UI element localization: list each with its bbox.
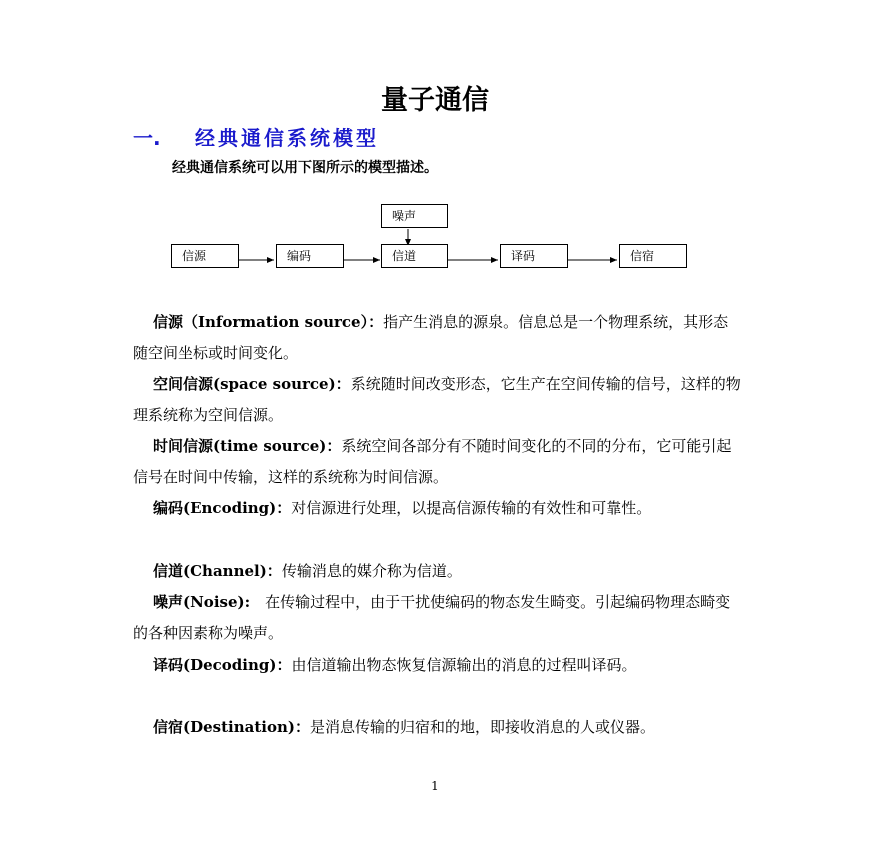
definition-term: 时间信源(time source)： bbox=[153, 437, 342, 455]
definition-text: 在传输过程中，由于干扰使编码的物态发生畸变。引起编码物理态畸变的各种因素称为噪声。 bbox=[133, 593, 731, 642]
diagram-node-destination: 信宿 bbox=[619, 244, 687, 268]
diagram-node-channel: 信道 bbox=[381, 244, 448, 268]
definition-text: 是消息传输的归宿和的地，即接收消息的人或仪器。 bbox=[309, 718, 655, 736]
definition-term: 噪声(Noise): bbox=[153, 593, 251, 611]
definition-term: 编码(Encoding)： bbox=[153, 499, 292, 517]
definition-term: 信源（Information source）： bbox=[153, 313, 384, 331]
intro-text: 经典通信系统可以用下图所示的模型描述。 bbox=[172, 160, 438, 176]
definition-text: 系统空间各部分有不随时间变化的不同的分布，它可能引起信号在时间中传输，这样的系统称为时间信源。 bbox=[133, 437, 732, 486]
definition-paragraph bbox=[133, 587, 743, 649]
diagram-noise-box: 噪声 bbox=[381, 204, 448, 228]
diagram-node-encode: 编码 bbox=[276, 244, 344, 268]
definition-term: 空间信源(space source)： bbox=[153, 375, 351, 393]
diagram-node-source: 信源 bbox=[171, 244, 239, 268]
definition-text: 传输消息的媒介称为信道。 bbox=[281, 562, 462, 580]
definition-text: 系统随时间改变形态，它生产在空间传输的信号，这样的物理系统称为空间信源。 bbox=[133, 375, 741, 424]
diagram-node-decode: 译码 bbox=[500, 244, 568, 268]
definition-paragraph bbox=[133, 431, 743, 493]
definition-paragraph bbox=[133, 493, 743, 524]
definition-paragraph bbox=[133, 712, 743, 743]
definition-term: 信宿(Destination)： bbox=[153, 718, 310, 736]
definition-text: 对信源进行处理，以提高信源传输的有效性和可靠性。 bbox=[291, 499, 652, 517]
definition-term: 译码(Decoding)： bbox=[153, 656, 292, 674]
definition-paragraph bbox=[133, 307, 743, 369]
section-number: 一. bbox=[133, 126, 161, 150]
document-title: 量子通信 bbox=[381, 85, 489, 116]
section-title: 经典通信系统模型 bbox=[195, 126, 379, 150]
definition-text: 由信道输出物态恢复信源输出的消息的过程叫译码。 bbox=[291, 656, 637, 674]
page-number: 1 bbox=[431, 779, 439, 793]
definition-paragraph bbox=[133, 556, 743, 587]
definition-text: 指产生消息的源泉。信息总是一个物理系统，其形态随空间坐标或时间变化。 bbox=[133, 313, 729, 362]
definition-paragraph bbox=[133, 650, 743, 681]
definition-term: 信道(Channel)： bbox=[153, 562, 282, 580]
definition-paragraph bbox=[133, 369, 743, 431]
